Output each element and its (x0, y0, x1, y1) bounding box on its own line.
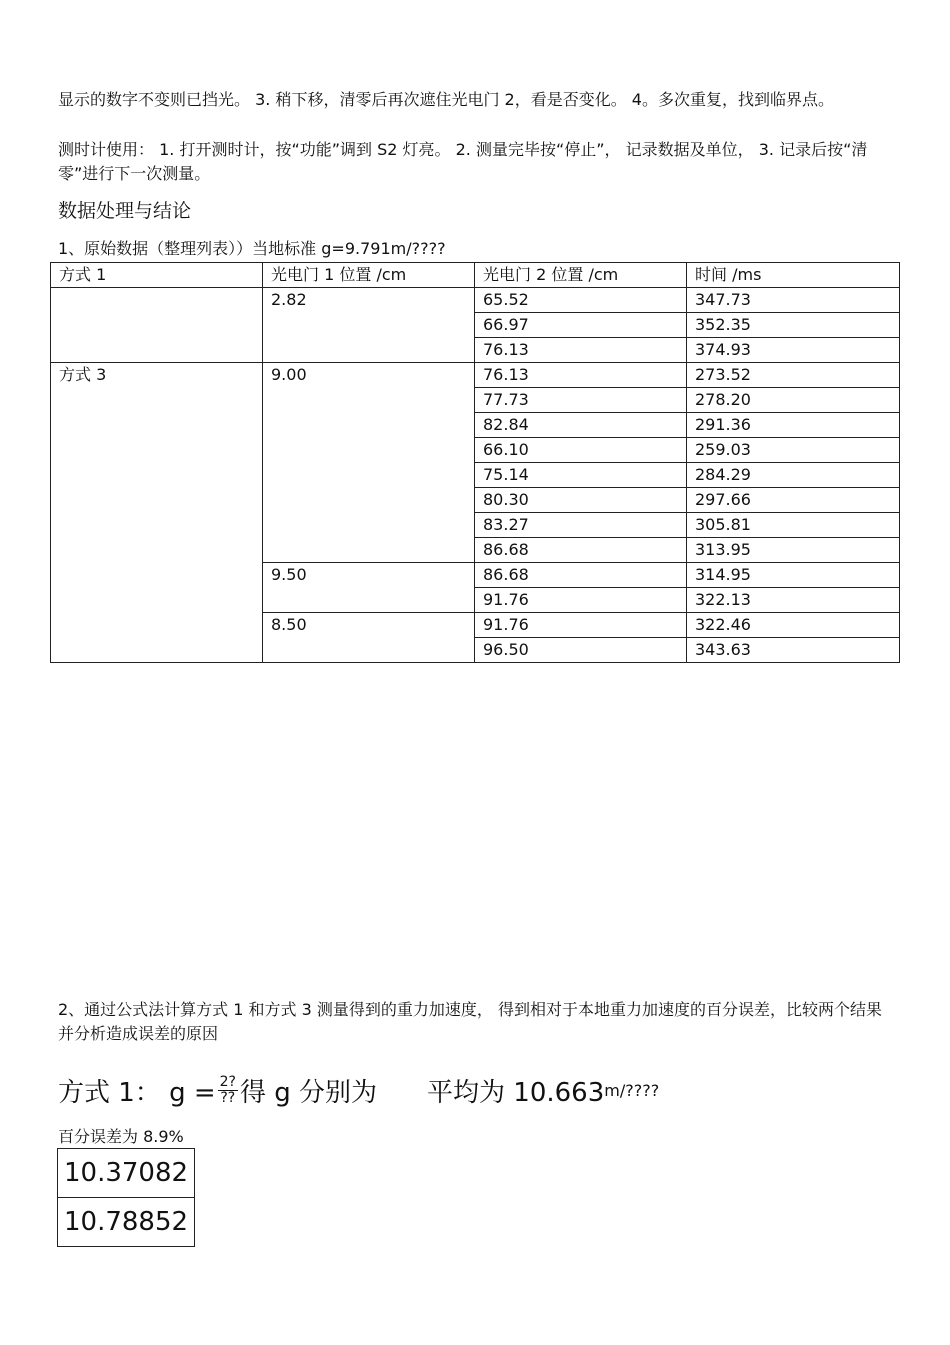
average-value: 平均为 10.663 (427, 1077, 605, 1108)
table-row (51, 363, 900, 388)
time-cell: 313.95 (687, 538, 900, 563)
intro-paragraph-1: 显示的数字不变则已挡光。 3. 稍下移，清零后再次遮住光电门 2，看是否变化。 4。多次重复，找到临界点。 (58, 90, 834, 109)
time-cell: 284.29 (687, 463, 900, 488)
table-row (51, 288, 900, 313)
formula-mid-text: 得 g 分别为 (239, 1077, 378, 1108)
pos1-cell: 9.50 (263, 563, 475, 613)
fraction-denominator: ?? (220, 1089, 236, 1106)
time-cell: 273.52 (687, 363, 900, 388)
time-cell: 352.35 (687, 313, 900, 338)
average-unit: m/???? (604, 1080, 660, 1100)
intro-paragraph-2: 测时计使用： 1. 打开测时计，按“功能”调到 S2 灯亮。 2. 测量完毕按“停止”， 记录数据及单位， 3. 记录后按“清零”进行下一次测量。 (58, 140, 868, 183)
pos2-cell: 96.50 (475, 638, 687, 663)
section-title: 数据处理与结论 (58, 200, 192, 222)
time-cell: 343.63 (687, 638, 900, 663)
pos2-cell: 66.97 (475, 313, 687, 338)
header-cell: 时间 /ms (687, 263, 900, 288)
table-row (58, 1198, 195, 1247)
question-2-text: 2、通过公式法计算方式 1 和方式 3 测量得到的重力加速度， 得到相对于本地重力加速度的百分误差，比较两个结果并分析造成误差的原因 (58, 1000, 882, 1043)
result-value: 10.37082 (58, 1149, 195, 1198)
pos2-cell: 91.76 (475, 613, 687, 638)
time-cell: 305.81 (687, 513, 900, 538)
time-cell: 278.20 (687, 388, 900, 413)
pos2-cell: 76.13 (475, 363, 687, 388)
results-table (57, 1148, 195, 1247)
pos1-cell: 9.00 (263, 363, 475, 563)
result-value: 10.78852 (58, 1198, 195, 1247)
header-cell: 方式 1 (51, 263, 263, 288)
pos1-cell: 8.50 (263, 613, 475, 663)
pos2-cell: 80.30 (475, 488, 687, 513)
raw-data-subtitle: 1、原始数据（整理列表））当地标准 g=9.791m/???? (58, 239, 446, 258)
time-cell: 259.03 (687, 438, 900, 463)
time-cell: 291.36 (687, 413, 900, 438)
pos1-cell: 2.82 (263, 288, 475, 363)
time-cell: 314.95 (687, 563, 900, 588)
time-cell: 322.46 (687, 613, 900, 638)
header-cell: 光电门 2 位置 /cm (475, 263, 687, 288)
pos2-cell: 82.84 (475, 413, 687, 438)
formula-line (58, 1068, 659, 1112)
pos2-cell: 65.52 (475, 288, 687, 313)
raw-data-table (50, 262, 900, 663)
method-label-cell: 方式 3 (51, 363, 263, 663)
time-cell: 322.13 (687, 588, 900, 613)
pos2-cell: 91.76 (475, 588, 687, 613)
table-header-row (51, 263, 900, 288)
pos2-cell: 86.68 (475, 563, 687, 588)
formula-fraction (218, 1075, 238, 1106)
pos2-cell: 75.14 (475, 463, 687, 488)
pos2-cell: 77.73 (475, 388, 687, 413)
pos2-cell: 86.68 (475, 538, 687, 563)
time-cell: 347.73 (687, 288, 900, 313)
percent-error-text: 百分误差为 8.9% (58, 1127, 184, 1146)
fraction-numerator: 2? (219, 1073, 236, 1090)
method-label-cell (51, 288, 263, 363)
pos2-cell: 83.27 (475, 513, 687, 538)
table-row (58, 1149, 195, 1198)
time-cell: 374.93 (687, 338, 900, 363)
pos2-cell: 76.13 (475, 338, 687, 363)
pos2-cell: 66.10 (475, 438, 687, 463)
time-cell: 297.66 (687, 488, 900, 513)
formula-prefix: 方式 1： g = (58, 1077, 216, 1108)
header-cell: 光电门 1 位置 /cm (263, 263, 475, 288)
